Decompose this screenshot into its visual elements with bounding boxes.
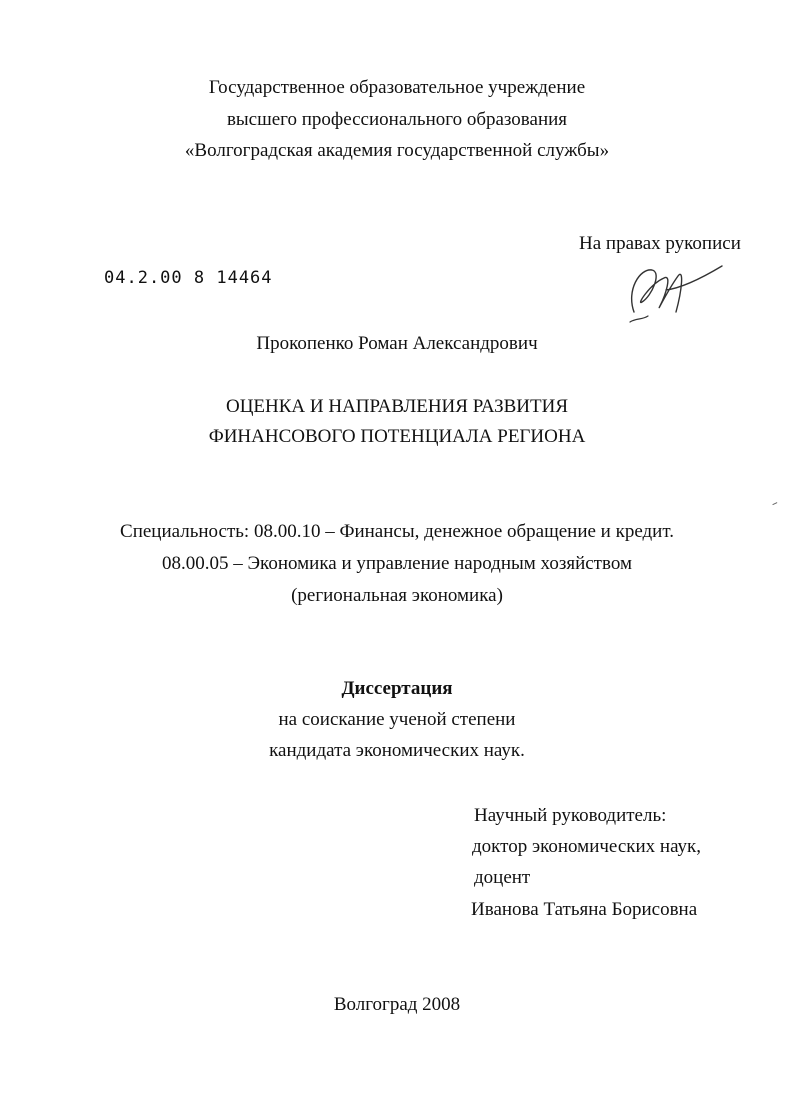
author-name: Прокопенко Роман Александрович bbox=[256, 333, 538, 354]
supervisor-rank: доцент bbox=[474, 867, 531, 888]
specialty-line-1: Специальность: 08.00.10 – Финансы, денежное обращение и кредит. bbox=[120, 521, 674, 542]
institution-line-3: «Волгоградская академия государственной службы» bbox=[184, 140, 610, 161]
degree-line-2: кандидата экономических наук. bbox=[269, 740, 525, 761]
title-line-1: ОЦЕНКА И НАПРАВЛЕНИЯ РАЗВИТИЯ bbox=[225, 396, 568, 417]
supervisor-label: Научный руководитель: bbox=[474, 805, 667, 826]
scan-speck bbox=[772, 502, 778, 508]
supervisor-name: Иванова Татьяна Борисовна bbox=[471, 899, 698, 920]
supervisor-degree: доктор экономических наук, bbox=[472, 836, 702, 857]
dissertation-label: Диссертация bbox=[341, 678, 453, 699]
manuscript-note: На правах рукописи bbox=[579, 233, 741, 254]
institution-line-1: Государственное образовательное учреждение bbox=[208, 77, 586, 98]
registry-number: 04.2.00 8 14464 bbox=[104, 268, 273, 288]
institution-line-2: высшего профессионального образования bbox=[226, 109, 568, 130]
title-line-2: ФИНАНСОВОГО ПОТЕНЦИАЛА РЕГИОНА bbox=[208, 426, 586, 447]
city-year: Волгоград 2008 bbox=[333, 994, 461, 1015]
signature-mark bbox=[622, 250, 732, 330]
degree-line-1: на соискание ученой степени bbox=[278, 709, 516, 730]
specialty-line-2: 08.00.05 – Экономика и управление народным хозяйством bbox=[162, 553, 632, 574]
specialty-line-3: (региональная экономика) bbox=[291, 585, 503, 606]
